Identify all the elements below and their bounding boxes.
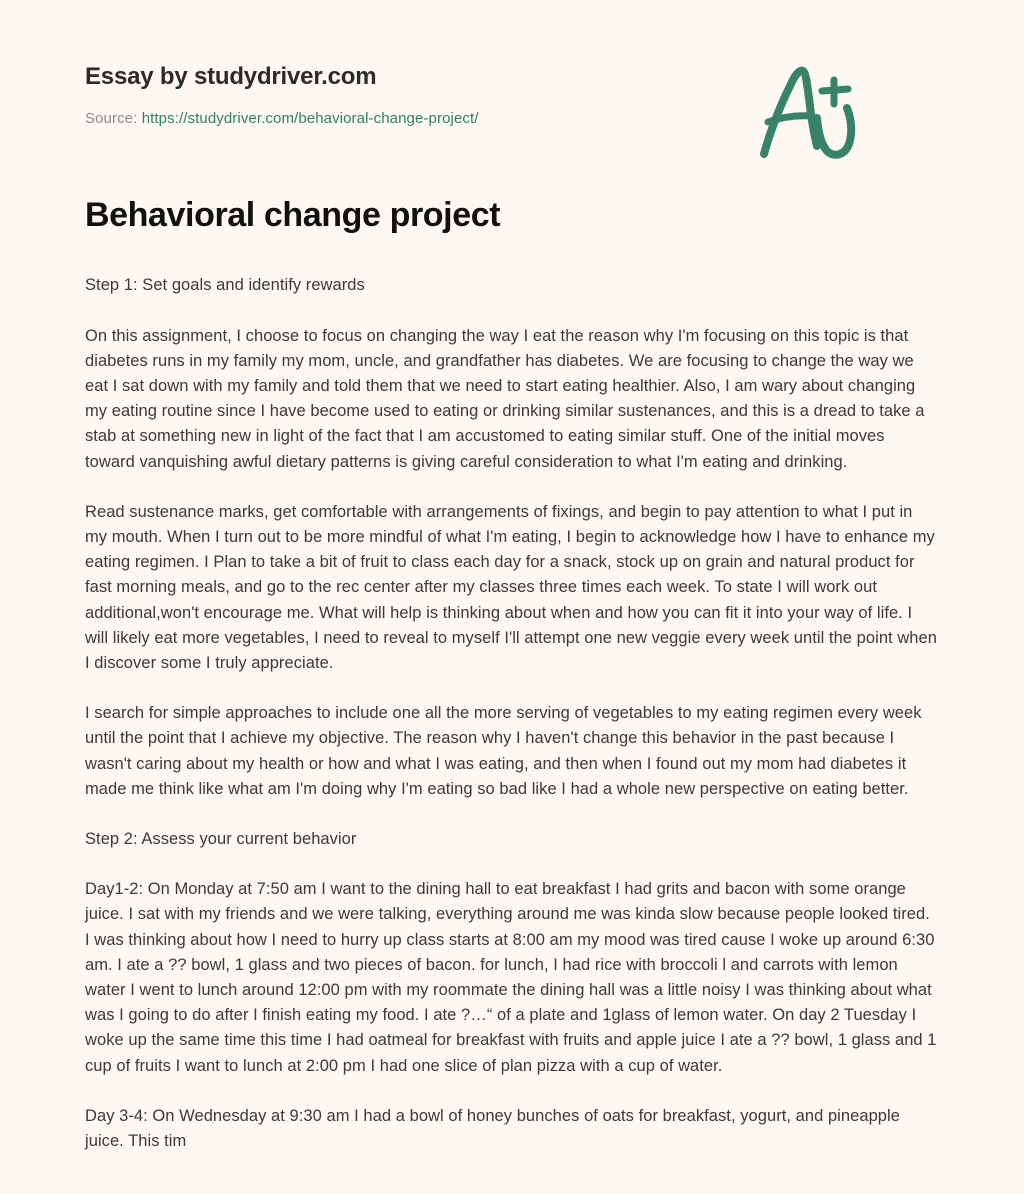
- paragraph-goals-intro: On this assignment, I choose to focus on changing the way I eat the reason why I'm focusing on this topic is that diabetes runs in my family my mom, uncle, and grandfather has diabetes. We are focusing to change the way we eat I sat down with my family and told them that we need to start eating healthier. Also, I am wary about changing my eating routine since I have become used to eating or drinking similar sustenances, and this is a dread to take a stab at something new in light of the fact that I am accustomed to eating similar stuff. One of the initial moves toward vanquishing awful dietary patterns is giving careful consideration to what I'm eating and drinking.: [85, 326, 925, 471]
- article-body: [85, 273, 939, 1154]
- paragraph-vegetables-plan: I search for simple approaches to include one all the more serving of vegetables to my eating regimen every week until the point that I achieve my objective. The reason why I haven't change this behavior in the past because I wasn't caring about my health or how and what I was eating, and then when I found out my mom had diabetes it made me think like what am I'm doing why I'm eating so bad like I had a whole new perspective on eating better.: [85, 704, 922, 798]
- paragraph-mindful-eating: Read sustenance marks, get comfortable with arrangements of fixings, and begin to pay attention to what I put in my mouth. When I turn out to be more mindful of what I'm eating, I begin to acknowledge how I have to enhance my eating regimen. I Plan to take a bit of fruit to class each day for a snack, stock up on grain and natural product for fast morning meals, and go to the rec center after my classes three times each week. To state I will work out additional,won't encourage me. What will help is thinking about when and how you can fit it into your way of life. I will likely eat more vegetables, I need to reveal to myself I'll attempt one new veggie every week until the point when I discover some I truly appreciate.: [85, 502, 937, 673]
- article: [85, 128, 939, 1154]
- byline: Essay by studydriver.com: [85, 63, 377, 90]
- source-url-link[interactable]: https://studydriver.com/behavioral-change-project/: [141, 109, 479, 127]
- document-header: [85, 0, 939, 128]
- paragraph-day-1-2-log: Day1-2: On Monday at 7:50 am I want to the dining hall to eat breakfast I had grits and bacon with some orange juice. I sat with my friends and we were talking, everything around me was kinda slow because people looked tired. I was thinking about how I need to hurry up class starts at 8:00 am my mood was tired cause I woke up around 6:30 am. I ate a ?? bowl, 1 glass and two pieces of bacon. for lunch, I had rice with broccoli l and carrots with lemon water I went to lunch around 12:00 pm with my roommate the dining hall was a little noisy I was thinking about what was I going to do after I finish eating my food. I ate ?…“ of a plate and 1glass of lemon water. On day 2 Tuesday I woke up the same time this time I had oatmeal for breakfast with fruits and apple juice I ate a ?? bowl, 1 glass and 1 cup of fruits I want to lunch at 2:00 pm I had one slice of plan pizza with a cup of water.: [85, 880, 937, 1075]
- paragraph-step-1-heading: Step 1: Set goals and identify rewards: [85, 276, 365, 295]
- paragraph-step-2-heading: Step 2: Assess your current behavior: [85, 830, 357, 849]
- page-title: Behavioral change project: [85, 196, 501, 235]
- paragraph-day-3-4-log: Day 3-4: On Wednesday at 9:30 am I had a bowl of honey bunches of oats for breakfast, yogurt, and pineapple juice. This tim: [85, 1106, 900, 1151]
- a-plus-logo-icon: [754, 58, 864, 163]
- source-label: Source:: [85, 109, 138, 127]
